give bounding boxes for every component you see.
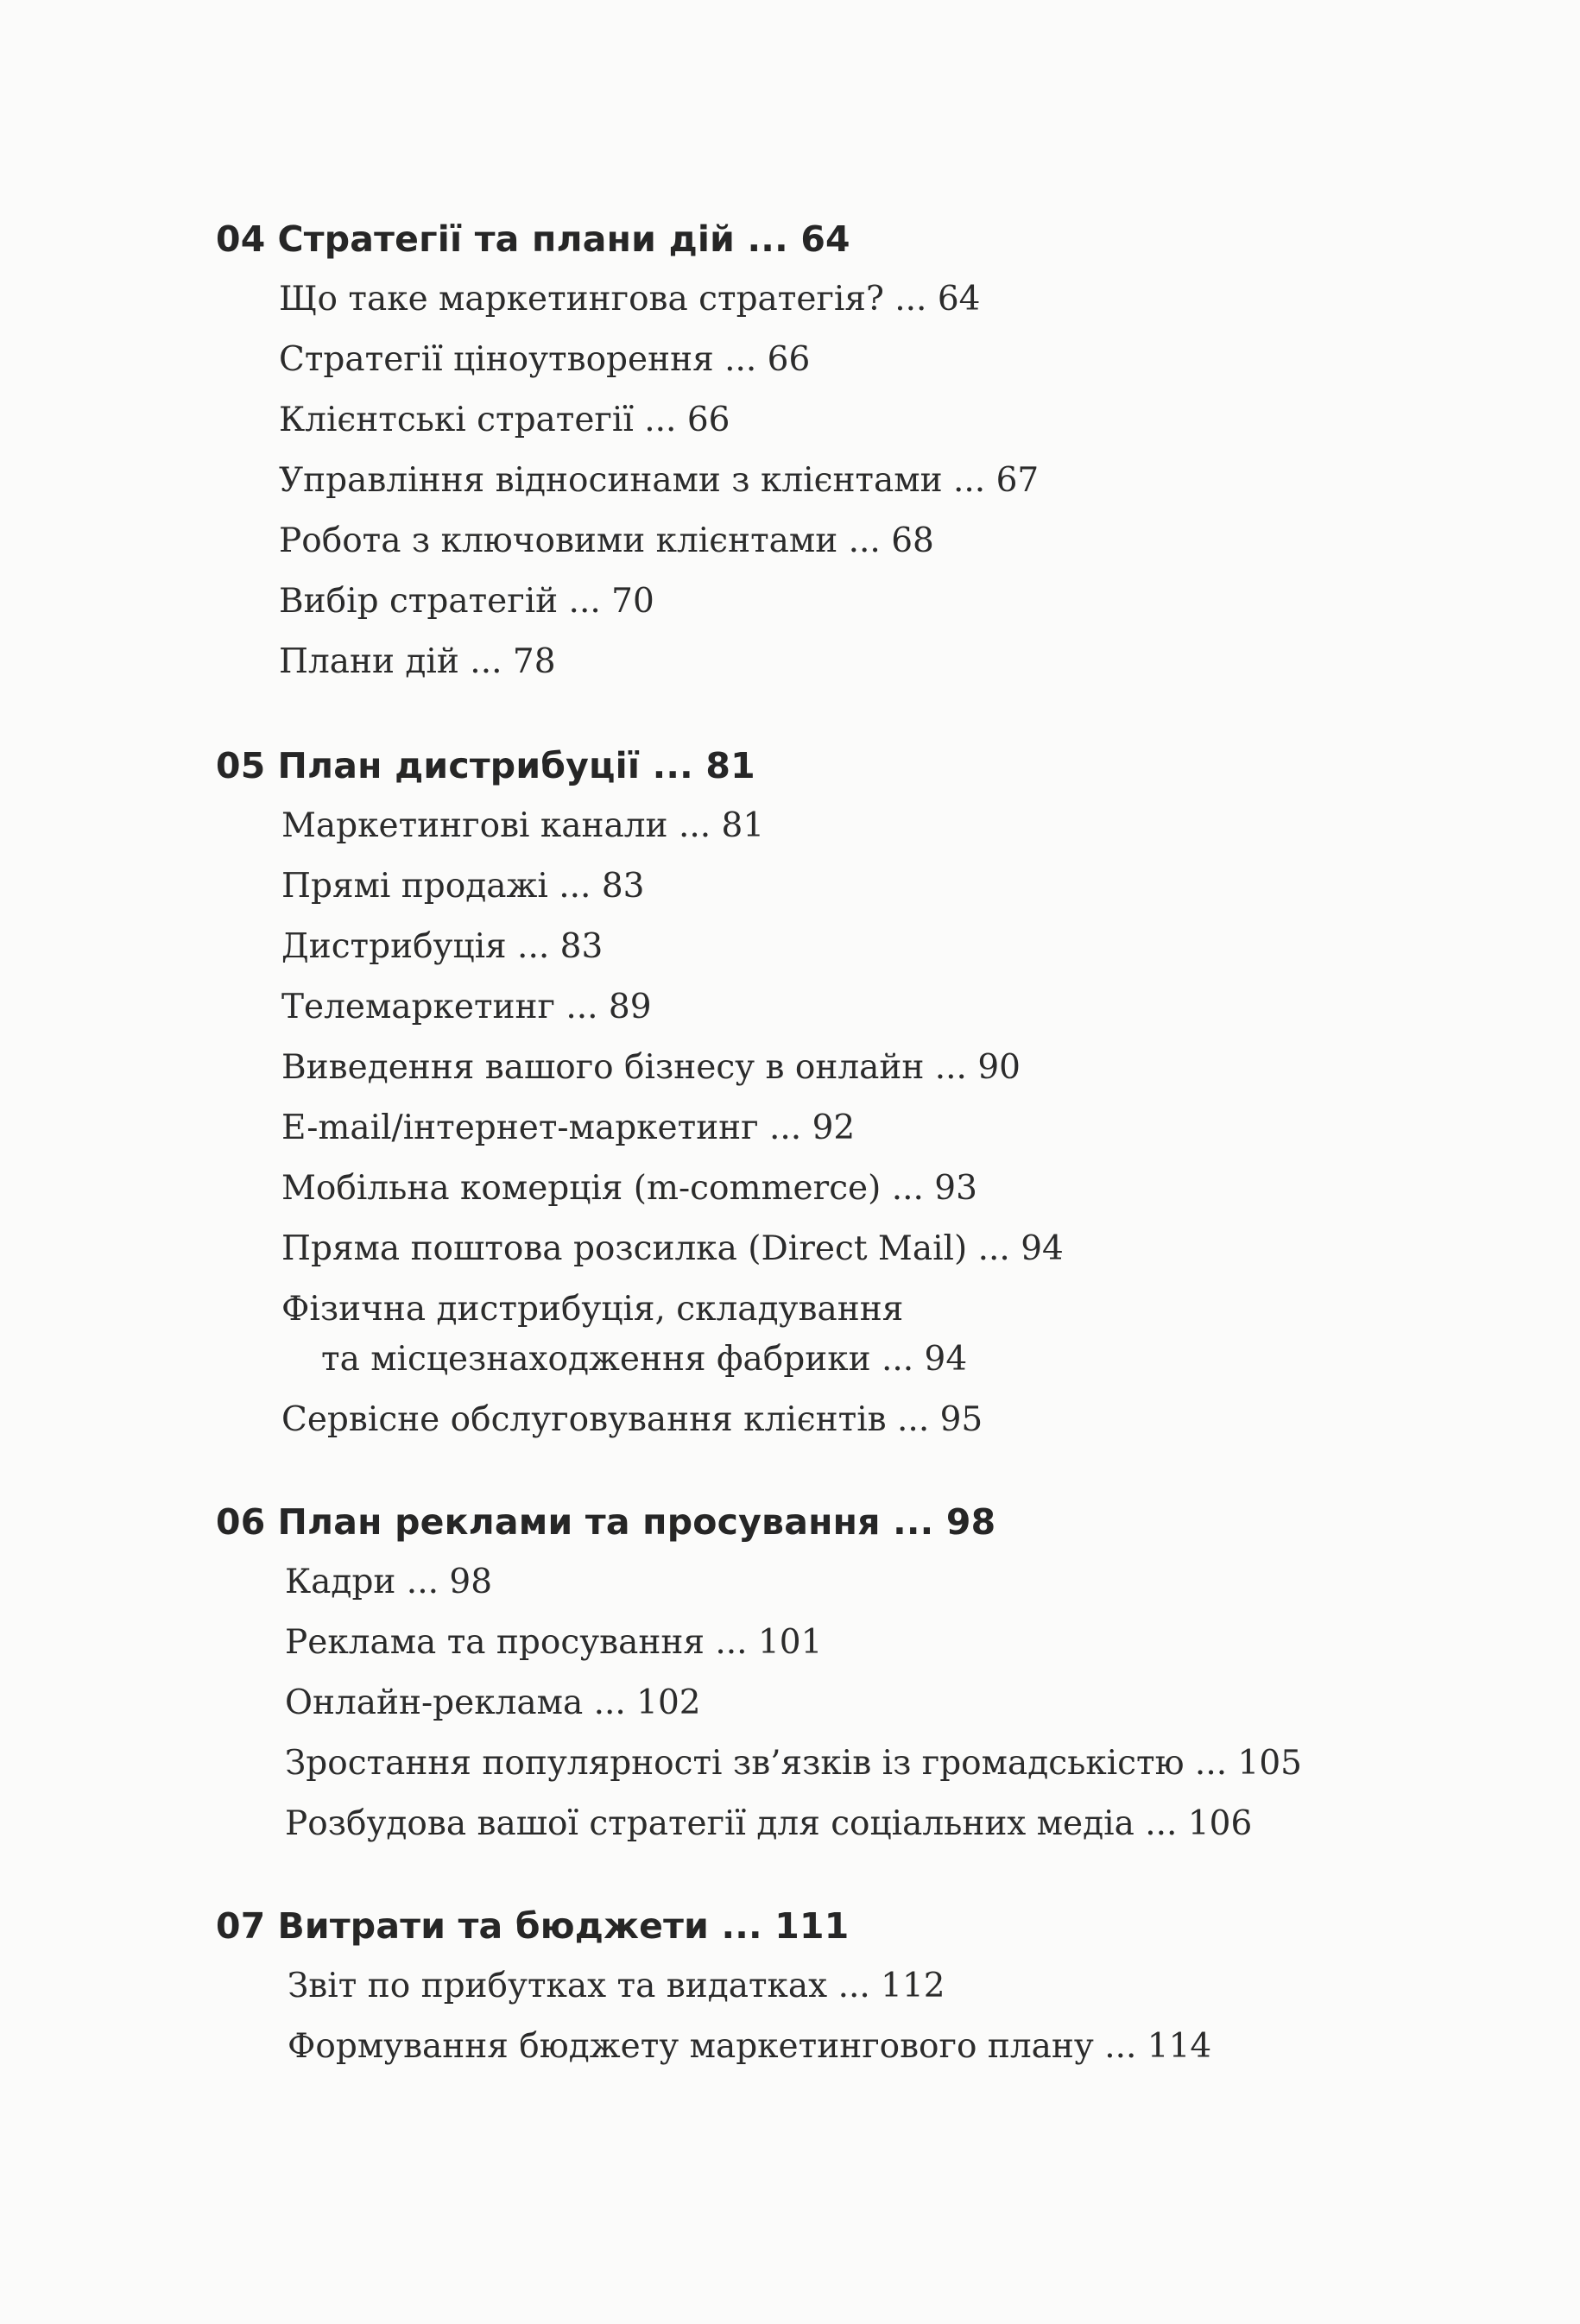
toc-entry[interactable]: Плани дій ... 78	[279, 642, 556, 681]
chapter-title: План реклами та просування ... 98	[277, 1501, 996, 1543]
toc-entry[interactable]: Онлайн-реклама ... 102	[285, 1683, 701, 1722]
toc-entry[interactable]: Розбудова вашої стратегії для соціальних медіа ... 106	[285, 1804, 1253, 1843]
chapter-07-heading[interactable]	[216, 1904, 849, 1948]
toc-entry[interactable]: Зростання популярності зв’язків із громадськістю ... 105	[285, 1744, 1302, 1783]
toc-entry[interactable]: Фізична дистрибуція, складування	[281, 1290, 904, 1329]
toc-entry[interactable]: Стратегії ціноутворення ... 66	[279, 340, 811, 379]
toc-entry[interactable]: Вибір стратегій ... 70	[279, 582, 654, 621]
toc-entry[interactable]: Управління відносинами з клієнтами ... 67	[279, 461, 1040, 500]
chapter-title: План дистрибуції ... 81	[277, 745, 755, 786]
toc-entry[interactable]: Формування бюджету маркетингового плану ... 114	[288, 2027, 1212, 2066]
toc-entry-continuation[interactable]: та місцезнаходження фабрики ... 94	[321, 1340, 968, 1379]
toc-entry[interactable]: Кадри ... 98	[285, 1563, 493, 1601]
toc-entry[interactable]: Телемаркетинг ... 89	[281, 988, 652, 1026]
chapter-05-heading[interactable]	[216, 744, 755, 787]
chapter-number: 07	[216, 1905, 266, 1947]
toc-entry[interactable]: Виведення вашого бізнесу в онлайн ... 90	[281, 1048, 1021, 1087]
toc-entry[interactable]: Звіт по прибутках та видатках ... 112	[288, 1967, 945, 2005]
toc-entry[interactable]: Сервісне обслуговування клієнтів ... 95	[281, 1400, 983, 1439]
toc-entry[interactable]: Прямі продажі ... 83	[281, 867, 645, 906]
toc-entry[interactable]: Мобільна комерція (m-commerce) ... 93	[281, 1169, 977, 1208]
chapter-number: 06	[216, 1501, 266, 1543]
toc-entry[interactable]: Пряма поштова розсилка (Direct Mail) ... 94	[281, 1229, 1064, 1268]
chapter-title: Витрати та бюджети ... 111	[277, 1905, 850, 1947]
toc-entry[interactable]: Що таке маркетингова стратегія? ... 64	[279, 280, 981, 319]
chapter-number: 05	[216, 745, 266, 786]
chapter-04-heading[interactable]	[216, 218, 850, 261]
chapter-06-heading[interactable]	[216, 1500, 995, 1544]
toc-entry[interactable]: E-mail/інтернет-маркетинг ... 92	[281, 1108, 856, 1147]
toc-entry[interactable]: Робота з ключовими клієнтами ... 68	[279, 521, 934, 560]
chapter-title: Стратегії та плани дій ... 64	[277, 218, 850, 260]
chapter-number: 04	[216, 218, 266, 260]
toc-entry[interactable]: Реклама та просування ... 101	[285, 1623, 823, 1662]
toc-entry[interactable]: Дистрибуція ... 83	[281, 927, 604, 966]
toc-entry[interactable]: Клієнтські стратегії ... 66	[279, 401, 730, 439]
toc-entry[interactable]: Маркетингові канали ... 81	[281, 806, 765, 845]
